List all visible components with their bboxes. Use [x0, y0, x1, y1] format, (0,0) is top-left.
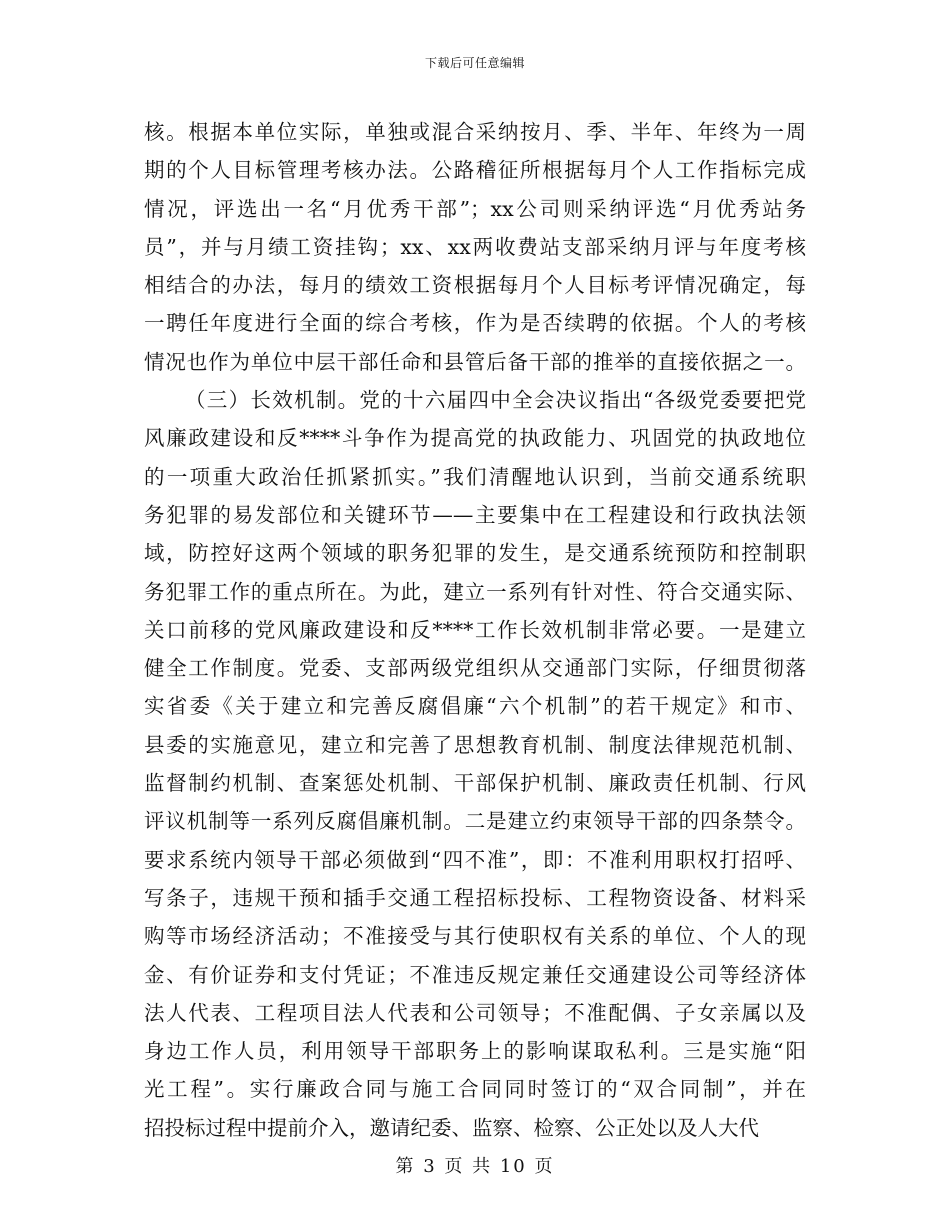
- text-line: 实省委《关于建立和完善反腐倡廉“六个机制”的若干规定》和市、: [144, 694, 806, 719]
- body-text: [144, 113, 806, 1147]
- text-line: （三）长效机制。党的十六届四中全会决议指出“各级党委要把党: [185, 388, 806, 413]
- text-line: 写条子，违规干预和插手交通工程招标投标、工程物资设备、材料采: [144, 885, 806, 910]
- text-line: 光工程”。实行廉政合同与施工合同同时签订的“双合同制”，并在: [144, 1077, 806, 1102]
- text-line: 购等市场经济活动；不准接受与其行使职权有关系的单位、个人的现: [144, 924, 806, 949]
- text-line: 的一项重大政治任抓紧抓实。”我们清醒地认识到，当前交通系统职: [144, 464, 806, 489]
- text-line: 金、有价证券和支付凭证；不准违反规定兼任交通建设公司等经济体: [144, 962, 806, 987]
- text-line: 风廉政建设和反****斗争作为提高党的执政能力、巩固党的执政地位: [144, 426, 806, 451]
- text-line: 一聘任年度进行全面的综合考核，作为是否续聘的依据。个人的考核: [144, 311, 806, 336]
- text-line: 域，防控好这两个领域的职务犯罪的发生，是交通系统预防和控制职: [144, 541, 806, 566]
- text-line: 务犯罪的易发部位和关键环节——主要集中在工程建设和行政执法领: [144, 502, 806, 527]
- text-line: 法人代表、工程项目法人代表和公司领导；不准配偶、子女亲属以及: [144, 1000, 806, 1025]
- text-line: 情况，评选出一名“月优秀干部”；xx公司则采纳评选“月优秀站务: [144, 196, 806, 221]
- text-line: 招投标过程中提前介入，邀请纪委、监察、检察、公正处以及人大代: [144, 1115, 759, 1140]
- text-line: 关口前移的党风廉政建设和反****工作长效机制非常必要。一是建立: [144, 617, 806, 642]
- page-number-footer: 第 3 页 共 10 页: [395, 1156, 555, 1177]
- text-line: 监督制约机制、查案惩处机制、干部保护机制、廉政责任机制、行风: [144, 771, 806, 796]
- text-line: 核。根据本单位实际，单独或混合采纳按月、季、半年、年终为一周: [144, 120, 806, 144]
- text-line: 身边工作人员，利用领导干部职务上的影响谋取私利。三是实施“阳: [144, 1039, 806, 1064]
- text-line: 健全工作制度。党委、支部两级党组织从交通部门实际，仔细贯彻落: [144, 656, 806, 681]
- text-line: 评议机制等一系列反腐倡廉机制。二是建立约束领导干部的四条禁令。: [144, 809, 806, 834]
- text-line: 务犯罪工作的重点所在。为此，建立一系列有针对性、符合交通实际、: [144, 579, 806, 604]
- text-line: 相结合的办法，每月的绩效工资根据每月个人目标考评情况确定，每: [144, 273, 806, 298]
- text-line: 要求系统内领导干部必须做到“四不准”，即：不准利用职权打招呼、: [144, 847, 806, 872]
- page-header: 下载后可任意编辑: [424, 56, 525, 70]
- text-line: 员”，并与月绩工资挂钩；xx、xx两收费站支部采纳月评与年度考核: [144, 234, 806, 259]
- text-line: 情况也作为单位中层干部任命和县管后备干部的推举的直接依据之一。: [144, 349, 806, 374]
- text-line: 县委的实施意见，建立和完善了思想教育机制、制度法律规范机制、: [144, 732, 806, 757]
- text-line: 期的个人目标管理考核办法。公路稽征所根据每月个人工作指标完成: [144, 158, 806, 183]
